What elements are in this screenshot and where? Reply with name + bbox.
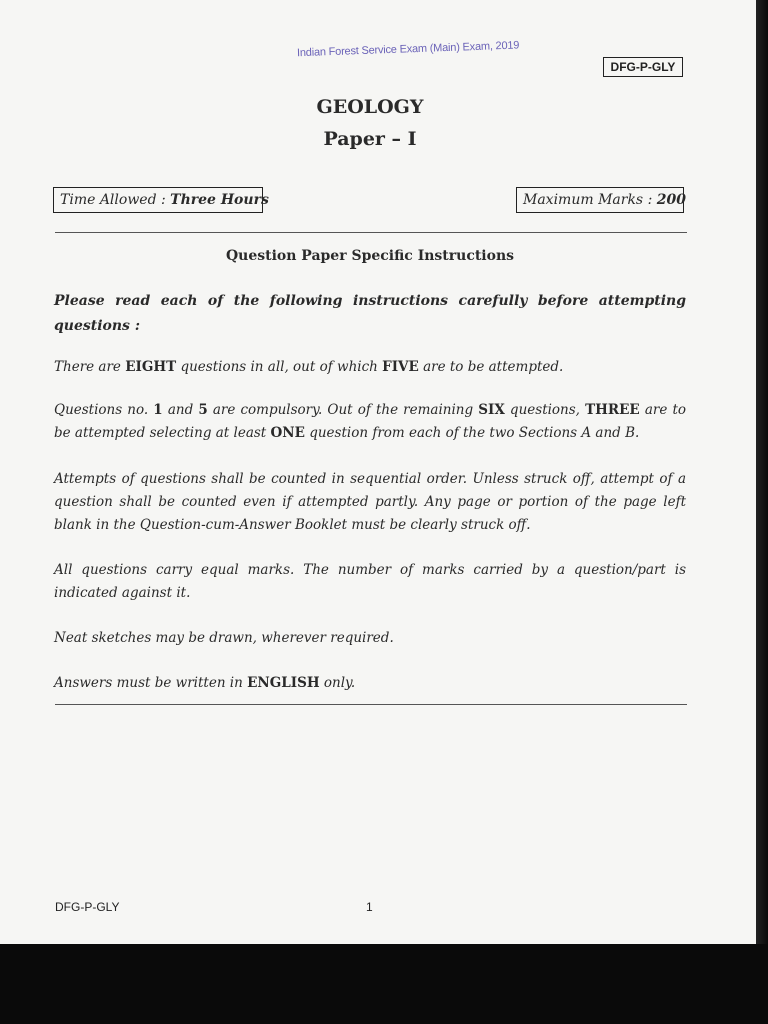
paper-code-box: DFG-P-GLY: [603, 57, 683, 77]
time-allowed-box: [53, 187, 269, 213]
marks-label: Maximum Marks :: [523, 192, 657, 208]
page-number: 1: [366, 900, 373, 914]
instruction-compulsory: Questions no. 1 and 5 are compulsory. Out of the remaining SIX questions, THREE are to be attempted selecting at least ONE question from each of the two Sections A and B.: [54, 402, 687, 441]
instruction-marks: All questions carry equal marks. The number of marks carried by a question/part is indicated against it.: [54, 562, 686, 601]
instruction-language: Answers must be written in ENGLISH only.: [54, 675, 356, 691]
footer-paper-code: DFG-P-GLY: [55, 900, 120, 914]
instruction-question-count: There are EIGHT questions in all, out of which FIVE are to be attempted.: [54, 359, 564, 375]
instructions-lead: Please read each of the following instructions carefully before attempting questions :: [54, 293, 686, 334]
instruction-attempt-order: Attempts of questions shall be counted in sequential order. Unless struck off, attempt of a question shall be counted even if attempted partly. Any page or portion of the page left blank in the Question-cum-Answer Booklet must be clearly struck off.: [54, 471, 686, 533]
exam-stamp: Indian Forest Service Exam (Main) Exam, 2019: [296, 39, 520, 60]
instructions-heading: Question Paper Specific Instructions: [225, 248, 515, 264]
maximum-marks-box: [516, 187, 684, 213]
divider-bottom: [55, 704, 687, 705]
paper-title: Paper – I: [323, 128, 417, 150]
instruction-sketches: Neat sketches may be drawn, wherever required.: [54, 630, 394, 646]
time-label: Time Allowed :: [60, 192, 171, 208]
subject-title: GEOLOGY: [316, 96, 424, 118]
divider-top: [55, 232, 687, 233]
marks-value: 200: [656, 192, 686, 208]
scan-background-edge: [756, 0, 768, 944]
time-value: Three Hours: [170, 192, 269, 208]
